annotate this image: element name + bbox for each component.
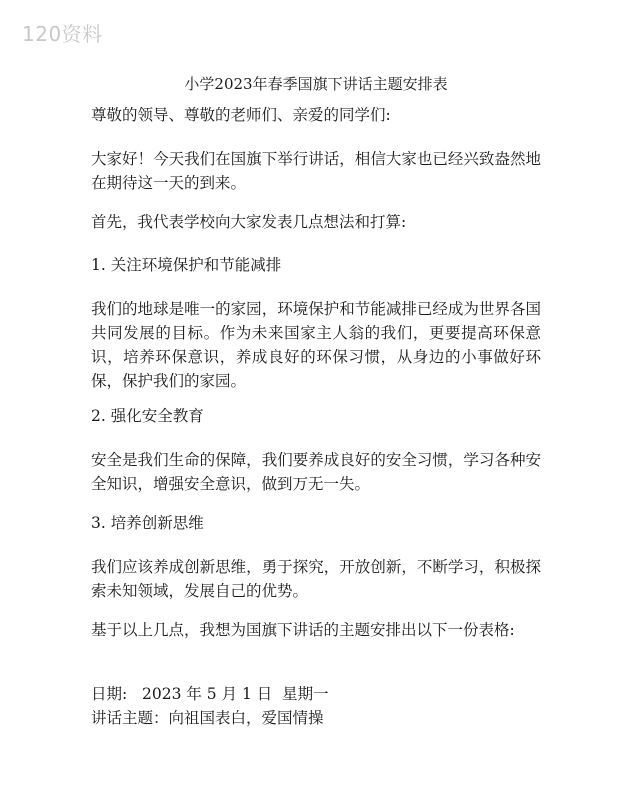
document-title: 小学2023年春季国旗下讲话主题安排表 [184, 75, 448, 93]
watermark-logo: 120资料 [22, 22, 103, 46]
point2-body: 安全是我们生命的保障，我们要养成良好的安全习惯，学习各种安全知识，增强安全意识，做到万无一失。 [91, 451, 541, 493]
point3-body: 我们应该养成创新思维，勇于探究，开放创新，不断学习，积极探索未知领域，发展自己的优势。 [91, 558, 541, 600]
point2-heading: 2. 强化安全教育 [91, 407, 204, 425]
greeting-paragraph: 尊敬的领导、尊敬的老师们、亲爱的同学们: [91, 106, 391, 124]
point1-heading: 1. 关注环境保护和节能减排 [91, 256, 282, 274]
date-line: 日期: 2023 年 5 月 1 日 星期一 [91, 685, 329, 703]
topic-line: 讲话主题：向祖国表白，爱国情操 [91, 709, 324, 727]
first-paragraph: 首先，我代表学校向大家发表几点想法和打算: [91, 213, 407, 231]
conclusion-paragraph: 基于以上几点，我想为国旗下讲话的主题安排出以下一份表格: [91, 621, 515, 639]
point3-heading: 3. 培养创新思维 [91, 514, 204, 532]
point1-body: 我们的地球是唯一的家园，环境保护和节能减排已经成为世界各国共同发展的目标。作为未来国家主人翁的我们，更要提高环保意识，培养环保意识，养成良好的环保习惯，从身边的小事做好环保，保护我们的家园。 [91, 300, 541, 390]
intro-paragraph: 大家好！今天我们在国旗下举行讲话，相信大家也已经兴致盎然地在期待这一天的到来。 [91, 150, 541, 192]
